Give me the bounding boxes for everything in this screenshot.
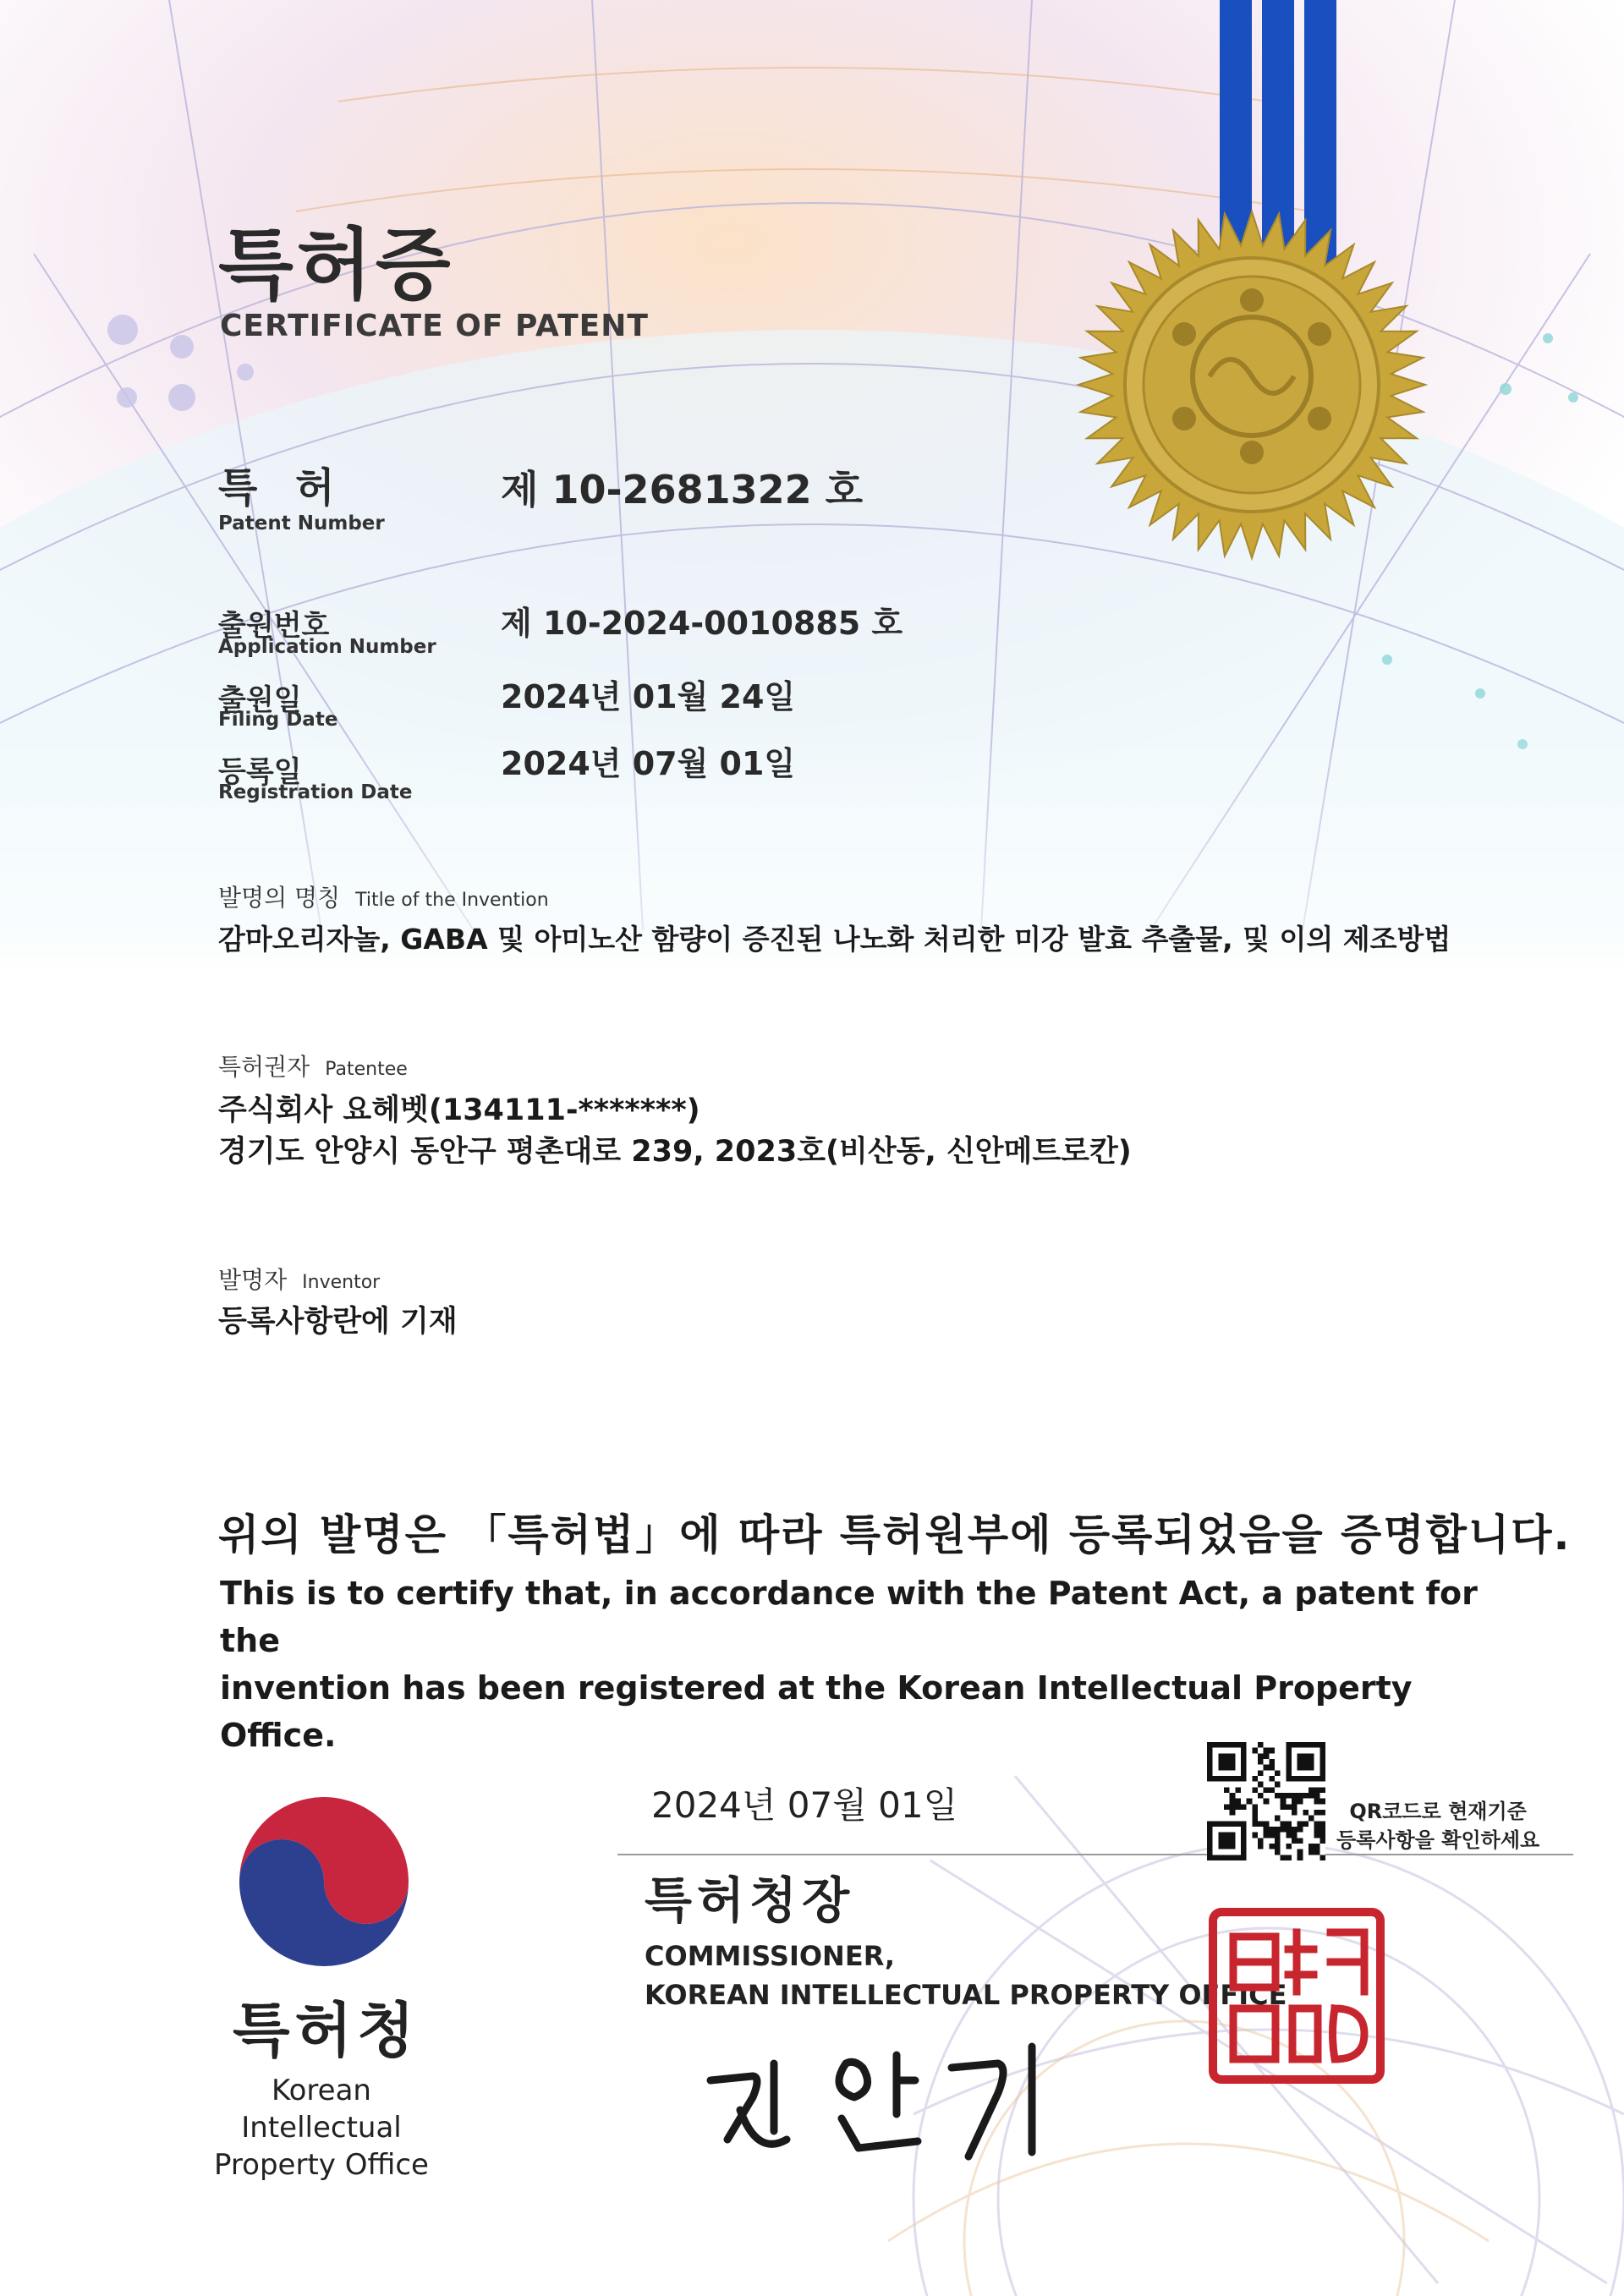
invention-title: 감마오리자놀, GABA 및 아미노산 함량이 증진된 나노화 처리한 미강 발효 추출물, 및 이의 제조방법 [218,923,1451,956]
registration-date-label-en: Registration Date [218,781,413,803]
filing-date-value: 2024년 01월 24일 [501,678,796,715]
inventor-value: 등록사항란에 기재 [218,1305,458,1339]
qr-instruction [1336,1797,1539,1855]
patentee-name: 주식회사 요헤벳(134111-*******) [218,1093,700,1127]
application-number-value: 제 10-2024-0010885 호 [501,605,903,642]
inventor-label-en: Inventor [302,1272,381,1293]
invention-label-en: Title of the Invention [355,890,549,911]
certificate-title-en: CERTIFICATE OF PATENT [220,309,649,343]
qr-note-line-2: 등록사항을 확인하세요 [1336,1828,1540,1852]
inventor-section-label [218,1262,380,1296]
certification-statement-kr: 위의 발명은 「특허법」에 따라 특허원부에 등록되었음을 증명합니다. [218,1510,1572,1559]
qr-code[interactable] [1207,1742,1325,1860]
certification-en-line-2: invention has been registered at the Korean Intellectual Property Office. [220,1669,1413,1754]
commissioner-title-kr: 특허청장 [645,1871,855,1929]
application-number-label-en: Application Number [218,636,436,658]
filing-date-label-en: Filing Date [218,709,338,731]
patent-number-label-kr: 특 허 [218,464,347,512]
office-name-en-line-1: Korean Intellectual [241,2074,402,2145]
certificate-title-kr: 특허증 [218,220,454,310]
commissioner-signature [694,2030,1066,2165]
patentee-address: 경기도 안양시 동안구 평촌대로 239, 2023호(비산동, 신안메트로칸) [218,1135,1132,1169]
certification-statement-en [220,1570,1489,1759]
issue-date: 2024년 07월 01일 [651,1784,958,1826]
office-name-kr: 특허청 [233,1996,420,2065]
official-red-seal [1208,1907,1385,2085]
patentee-section-label [218,1049,408,1082]
gold-seal [1074,207,1429,562]
patentee-label-en: Patentee [325,1059,408,1080]
registration-date-value: 2024년 07월 01일 [501,745,796,782]
office-name-en [190,2072,453,2184]
patent-number-label-en: Patent Number [218,512,385,534]
commissioner-title-en [645,1937,1287,2014]
invention-section-label [218,879,549,913]
invention-label-kr: 발명의 명칭 [218,884,341,912]
certification-en-line-1: This is to certify that, in accordance with the Patent Act, a patent for the [220,1575,1478,1659]
kipo-logo-icon [227,1784,421,1979]
commissioner-en-line-1: COMMISSIONER, [645,1940,896,1972]
patent-number-value: 제 10-2681322 호 [501,467,864,512]
application-number-label-kr: 출원번호 [218,609,330,643]
qr-note-line-1: QR코드로 현재기준 [1349,1800,1527,1823]
office-name-en-line-2: Property Office [214,2148,429,2182]
registration-date-label-kr: 등록일 [218,755,302,789]
inventor-label-kr: 발명자 [218,1266,288,1294]
filing-date-label-kr: 출원일 [218,683,302,717]
commissioner-en-line-2: KOREAN INTELLECTUAL PROPERTY OFFICE [645,1979,1287,2011]
patentee-label-kr: 특허권자 [218,1053,310,1081]
